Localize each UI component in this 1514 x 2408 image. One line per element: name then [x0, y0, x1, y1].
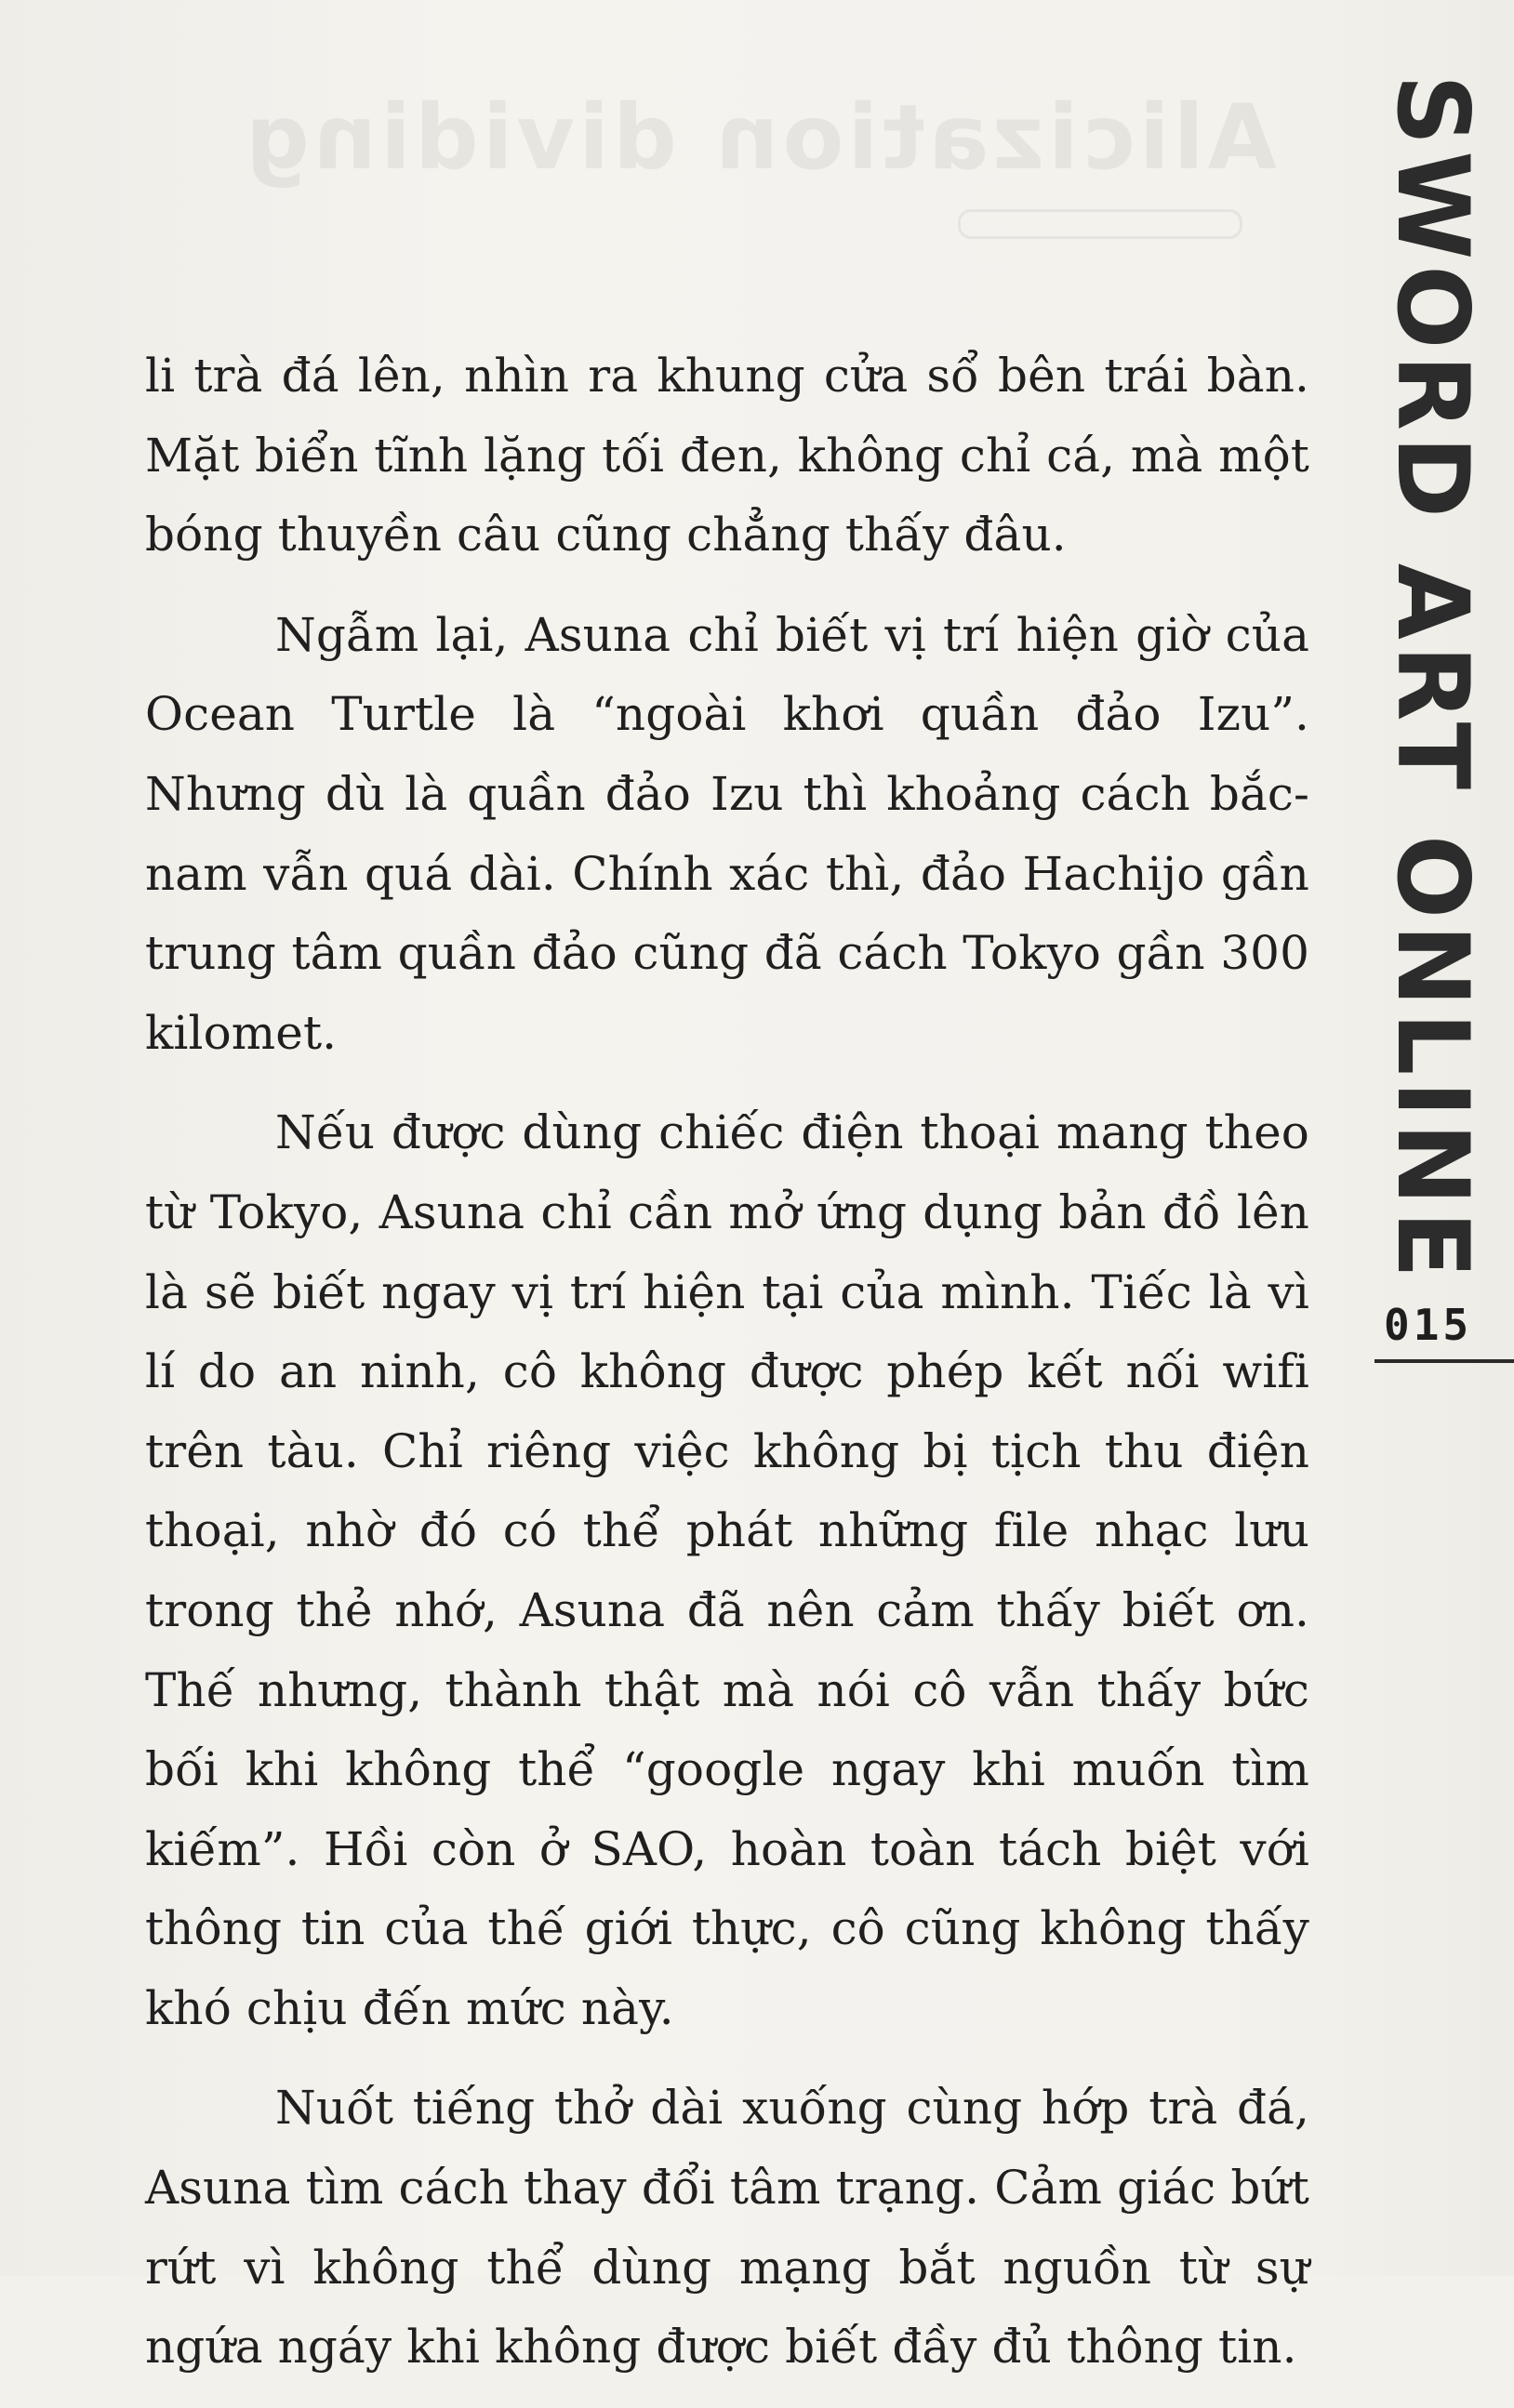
bleed-through-ribbon [958, 209, 1242, 239]
paragraph-3: Nếu được dùng chiếc điện thoại mang theo từ Tokyo, Asuna chỉ cần mở ứng dụng bản đồ lên là sẽ biết ngay vị trí hiện tại của mình. Tiếc là vì lí do an ninh, cô không được phép kết nối wifi trên tàu. Chỉ riêng việc không bị tịch thu điện thoại, nhờ đó có thể phát những file nhạc lưu trong thẻ nhớ, Asuna đã nên cảm thấy biết ơn. Thế nhưng, thành thật mà nói cô vẫn thấy bức bối khi không thể “google ngay khi muốn tìm kiếm”. Hồi còn ở SAO, hoàn toàn tách biệt với thông tin của thế giới thực, cô cũng không thấy khó chịu đến mức này. [145, 1105, 1309, 2035]
paragraph-4: Nuốt tiếng thở dài xuống cùng hớp trà đá, Asuna tìm cách thay đổi tâm trạng. Cảm giác bứt rứt vì không thể dùng mạng bắt nguồn từ sự ngứa ngáy khi không được biết đầy đủ thông tin. [145, 2081, 1309, 2375]
series-title-vertical [1375, 74, 1490, 1284]
paragraph-1: li trà đá lên, nhìn ra khung cửa sổ bên trái bàn. Mặt biển tĩnh lặng tối đen, không chỉ cá, mà một bóng thuyền câu cũng chẳng thấy đâu. [145, 349, 1309, 562]
page-number: 015 [1384, 1300, 1473, 1350]
body-text [145, 337, 1309, 2408]
series-title-text: SWORD ART ONLINE [1375, 74, 1490, 1284]
page-number-rule [1375, 1359, 1514, 1363]
bleed-through-title: Alicization dividing [242, 86, 1277, 190]
paragraph-2: Ngẫm lại, Asuna chỉ biết vị trí hiện giờ của Ocean Turtle là “ngoài khơi quần đảo Izu”. Nhưng dù là quần đảo Izu thì khoảng cách bắc-nam vẫn quá dài. Chính xác thì, đảo Hachijo gần trung tâm quần đảo cũng đã cách Tokyo gần 300 kilomet. [145, 607, 1309, 1060]
